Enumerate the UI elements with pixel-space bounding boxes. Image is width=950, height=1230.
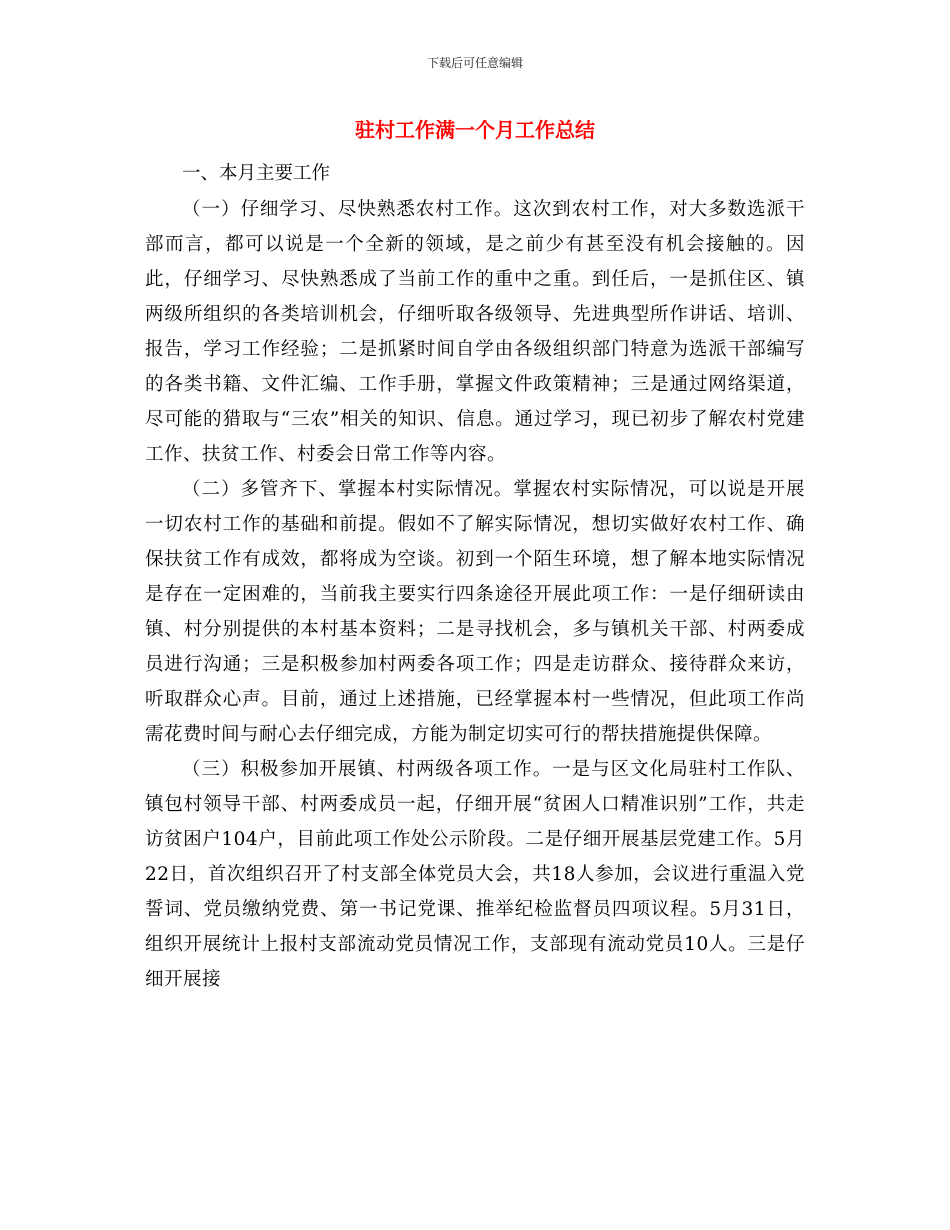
section-heading: 一、本月主要工作 [182, 163, 331, 184]
paragraph-3: （三）积极参加开展镇、村两级各项工作。一是与区文化局驻村工作队、镇包村领导干部、村两委成员一起，仔细开展“贫困人口精准识别”工作，共走访贫困户104户，目前此项工作处公示阶段。二是仔细开展基层党建工作。5月22日，首次组织召开了村支部全体党员大会，共18人参加，会议进行重温入党誓词、党员缴纳党费、第一书记党课、推举纪检监督员四项议程。5月31日，组织开展统计上报村支部流动党员情况工作，支部现有流动党员10人。三是仔细开展接 [145, 758, 805, 990]
paragraph-2: （二）多管齐下、掌握本村实际情况。掌握农村实际情况，可以说是开展一切农村工作的基础和前提。假如不了解实际情况，想切实做好农村工作、确保扶贫工作有成效，都将成为空谈。初到一个陌生环境，想了解本地实际情况是存在一定困难的，当前我主要实行四条途径开展此项工作：一是仔细研读由镇、村分别提供的本村基本资料；二是寻找机会，多与镇机关干部、村两委成员进行沟通；三是积极参加村两委各项工作；四是走访群众、接待群众来访，听取群众心声。目前，通过上述措施，已经掌握本村一些情况，但此项工作尚需花费时间与耐心去仔细完成，方能为制定切实可行的帮扶措施提供保障。 [145, 478, 805, 745]
document-title: 驻村工作满一个月工作总结 [355, 118, 595, 142]
document-body [145, 157, 805, 997]
page-header-note: 下载后可任意编辑 [426, 56, 523, 70]
paragraph-1: （一）仔细学习、尽快熟悉农村工作。这次到农村工作，对大多数选派干部而言，都可以说是一个全新的领域，是之前少有甚至没有机会接触的。因此，仔细学习、尽快熟悉成了当前工作的重中之重。到任后，一是抓住区、镇两级所组织的各类培训机会，仔细听取各级领导、先进典型所作讲话、培训、报告，学习工作经验；二是抓紧时间自学由各级组织部门特意为选派干部编写的各类书籍、文件汇编、工作手册，掌握文件政策精神；三是通过网络渠道，尽可能的猎取与“三农”相关的知识、信息。通过学习，现已初步了解农村党建工作、扶贫工作、村委会日常工作等内容。 [145, 198, 805, 465]
